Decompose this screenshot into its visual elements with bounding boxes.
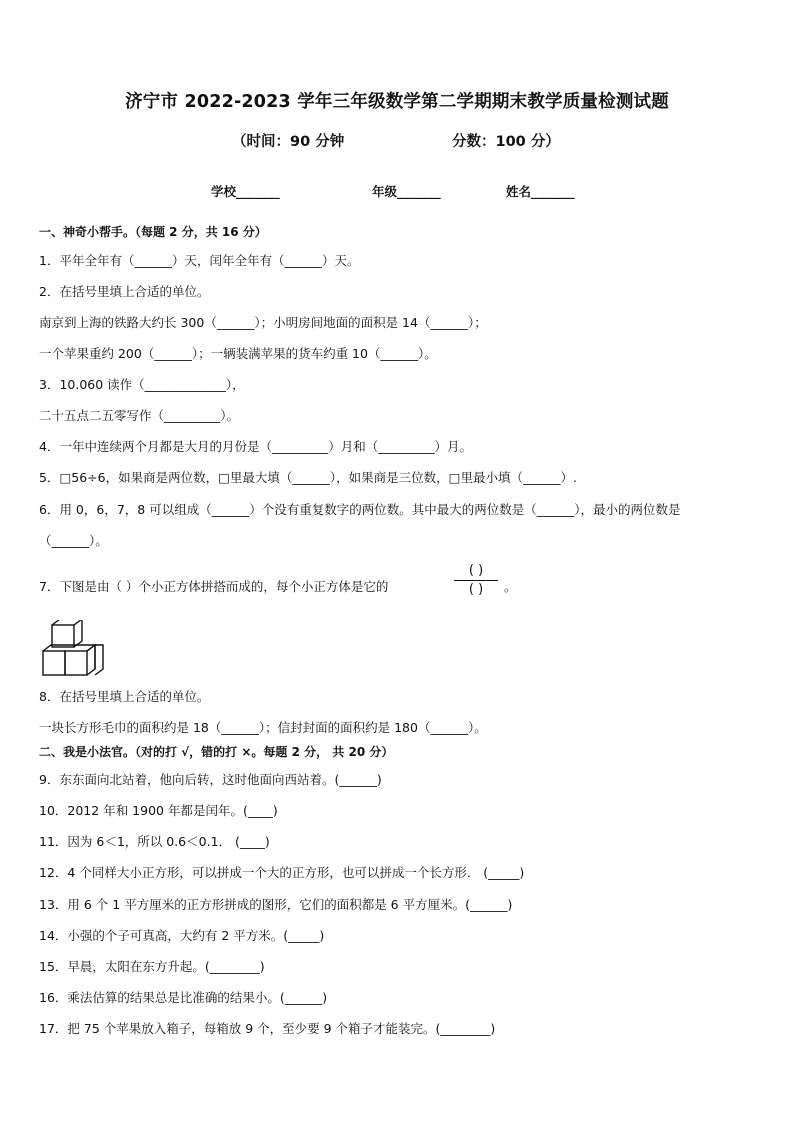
section-2-heading: 二、我是小法官。（对的打 √，错的打 ×。每题 2 分， 共 20 分） bbox=[39, 745, 394, 759]
question-5: 5．□56÷6，如果商是两位数，□里最大填（______），如果商是三位数，□里最小填（______）. bbox=[39, 470, 577, 485]
question-9: 9．东东面向北站着，他向后转，这时他面向西站着。(______) bbox=[39, 772, 382, 787]
question-8: 8．在括号里填上合适的单位。 bbox=[39, 689, 210, 704]
question-2-part-a: 南京到上海的铁路大约长 300（______）；小明房间地面的面积是 14（______）； bbox=[39, 315, 487, 330]
question-15: 15．早晨，太阳在东方升起。(________) bbox=[39, 959, 265, 974]
cube-stack-icon bbox=[40, 620, 110, 680]
exam-time: （时间：90 分钟 bbox=[232, 134, 345, 150]
question-1: 1．平年全年有（______）天，闰年全年有（______）天。 bbox=[39, 253, 360, 268]
fraction-numerator: ( ) bbox=[468, 563, 484, 578]
question-8-part-a: 一块长方形毛巾的面积约是 18（______）；信封封面的面积约是 180（______）。 bbox=[39, 720, 487, 735]
question-16: 16．乘法估算的结果总是比准确的结果小。(______) bbox=[39, 990, 328, 1005]
exam-score: 分数：100 分） bbox=[452, 134, 560, 150]
question-3: 3．10.060 读作（_____________）， bbox=[39, 377, 245, 392]
name-field: 姓名_______ bbox=[506, 184, 575, 199]
question-2: 2．在括号里填上合适的单位。 bbox=[39, 284, 210, 299]
school-field: 学校_______ bbox=[211, 184, 280, 199]
question-11: 11．因为 6＜1，所以 0.6＜0.1． (____) bbox=[39, 834, 270, 849]
page-title: 济宁市 2022-2023 学年三年级数学第二学期期末教学质量检测试题 bbox=[125, 92, 669, 112]
question-2-part-b: 一个苹果重约 200（______）；一辆装满苹果的货车约重 10（______）。 bbox=[39, 346, 437, 361]
question-7-end: 。 bbox=[504, 579, 517, 594]
question-6-part-b: （______）。 bbox=[39, 533, 108, 548]
question-4: 4．一年中连续两个月都是大月的月份是（_________）月和（_________）月。 bbox=[39, 439, 472, 454]
question-3-part-b: 二十五点二五零写作（_________）。 bbox=[39, 408, 240, 423]
question-12: 12．4 个同样大小正方形，可以拼成一个大的正方形，也可以拼成一个长方形． (_____) bbox=[39, 865, 525, 880]
question-13: 13．用 6 个 1 平方厘米的正方形拼成的图形，它们的面积都是 6 平方厘米。(______) bbox=[39, 897, 513, 912]
question-14: 14．小强的个子可真高，大约有 2 平方米。(_____) bbox=[39, 928, 325, 943]
question-10: 10．2012 年和 1900 年都是闰年。(____) bbox=[39, 803, 278, 818]
question-17: 17．把 75 个苹果放入箱子，每箱放 9 个，至少要 9 个箱子才能装完。(________) bbox=[39, 1021, 496, 1036]
question-6: 6．用 0，6，7，8 可以组成（______）个没有重复数字的两位数。其中最大的两位数是（______），最小的两位数是 bbox=[39, 502, 681, 517]
question-7: 7．下图是由（ ）个小正方体拼搭而成的，每个小正方体是它的 bbox=[39, 579, 389, 594]
fraction-denominator: ( ) bbox=[468, 582, 484, 597]
section-1-heading: 一、神奇小帮手。（每题 2 分，共 16 分） bbox=[39, 225, 267, 239]
question-7-fraction bbox=[452, 564, 500, 597]
grade-field: 年级_______ bbox=[372, 184, 441, 199]
fraction-bar bbox=[454, 580, 498, 581]
